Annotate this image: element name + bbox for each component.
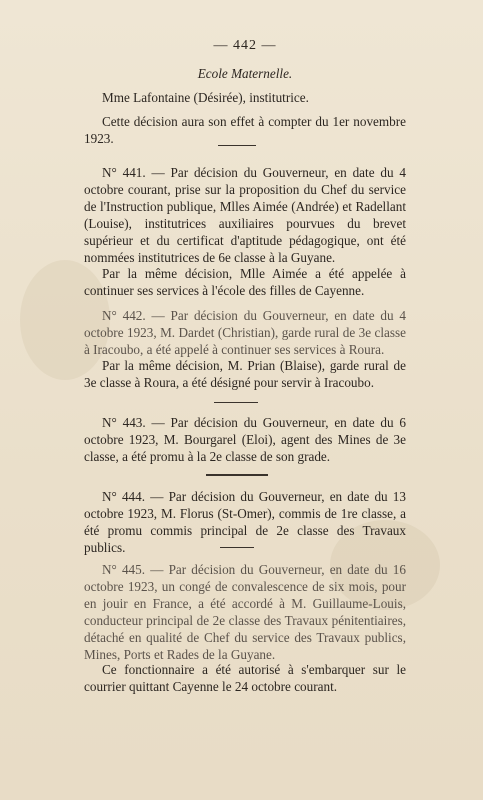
section-heading: Ecole Maternelle. xyxy=(197,66,293,81)
page-number: — 442 — xyxy=(213,38,277,53)
separator-rule xyxy=(214,402,258,403)
separator-rule xyxy=(206,474,268,476)
effect-paragraph: Cette décision aura son effet à compter du 1er novembre 1923. xyxy=(84,114,406,146)
decision-442-followup: Par la même décision, M. Prian (Blaise), garde rural de 3e classe à Roura, a été désigné pour servir à Iracoubo. xyxy=(84,358,406,390)
decision-445-paragraph: N° 445. — Par décision du Gouverneur, en date du 16 octobre 1923, un congé de convalescence de six mois, pour en jouir en France, a été accordé à M. Guillaume-Louis, conducteur principal de 2e classe des Travaux pénitentiaires, détaché en qualité de Chef du service des Travaux publics, Mines, Ports et Rades de la Guyane. xyxy=(84,562,406,662)
teacher-line: Mme Lafontaine (Désirée), institutrice. xyxy=(102,90,309,105)
decision-443-paragraph: N° 443. — Par décision du Gouverneur, en date du 6 octobre 1923, M. Bourgarel (Eloi), agent des Mines de 3e classe, a été promu à la 2e classe de son grade. xyxy=(84,415,406,464)
decision-441-paragraph: N° 441. — Par décision du Gouverneur, en date du 4 octobre courant, prise sur la proposition du Chef du service de l'Instruction publique, Mlles Aimée (Andrée) et Radellant (Louise), institutrices auxiliaires pourvues du brevet supérieur et du certificat d'aptitude pédagogique, ont été nommées institutrices de 6e classe à la Guyane. xyxy=(84,165,406,265)
decision-442-paragraph: N° 442. — Par décision du Gouverneur, en date du 4 octobre 1923, M. Dardet (Christian), garde rural de 3e classe à Iracoubo, a été appelé à continuer ses services à Roura. xyxy=(84,308,406,357)
decision-441-followup: Par la même décision, Mlle Aimée a été appelée à continuer ses services à l'école des filles de Cayenne. xyxy=(84,266,406,298)
separator-rule xyxy=(220,547,254,548)
separator-rule xyxy=(218,145,256,146)
decision-445-followup: Ce fonctionnaire a été autorisé à s'embarquer sur le courrier quittant Cayenne le 24 octobre courant. xyxy=(84,662,406,694)
decision-444-paragraph: N° 444. — Par décision du Gouverneur, en date du 13 octobre 1923, M. Florus (St-Omer), commis de 1re classe, a été promu commis principal de 2e classe des Travaux publics. xyxy=(84,489,406,555)
